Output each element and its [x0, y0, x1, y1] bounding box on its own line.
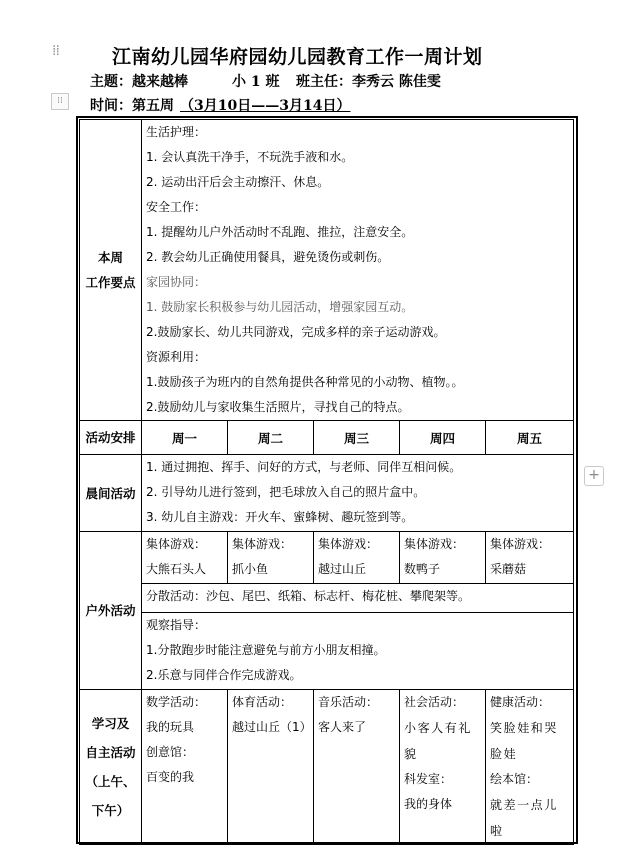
day-wednesday: 周三 [314, 421, 400, 455]
learning-row [80, 690, 574, 845]
activity-line: 就差一点儿啦 [490, 798, 559, 838]
theme-value: 越来越棒 [132, 74, 188, 90]
game-name: 越过山丘 [318, 562, 367, 576]
game-type: 集体游戏： [404, 537, 465, 551]
table-move-handle-icon[interactable]: ⁞⁞ [51, 93, 69, 110]
activity-line: 科发室： [404, 772, 453, 786]
game-name: 数鸭子 [404, 562, 441, 576]
game-type: 集体游戏： [490, 537, 551, 551]
activity-line: 创意馆： [146, 745, 195, 759]
outdoor-game-friday[interactable] [486, 532, 574, 584]
outdoor-game-tuesday[interactable] [228, 532, 314, 584]
activity-line: 社会活动： [404, 695, 465, 709]
observe-line: 观察指导： [146, 618, 207, 632]
learning-label-line: 自主活动 [85, 745, 136, 760]
outdoor-observe[interactable] [142, 613, 574, 690]
learning-thursday[interactable] [400, 690, 486, 845]
teacher-value: 李秀云 陈佳雯 [352, 74, 441, 90]
learning-monday[interactable] [142, 690, 228, 845]
date-range: （3月10日——3月14日） [180, 98, 351, 114]
game-name: 大熊石头人 [146, 562, 207, 576]
activity-line: 我的身体 [404, 797, 453, 811]
day-thursday: 周四 [400, 421, 486, 455]
teacher-label: 班主任： [296, 74, 352, 90]
outdoor-label: 户外活动 [80, 532, 142, 690]
class-name: 小 1 班 [232, 74, 280, 90]
morning-line: 3. 幼儿自主游戏：开火车、蜜蜂树、趣玩签到等。 [146, 510, 414, 524]
outdoor-observe-row [80, 613, 574, 690]
game-name: 抓小鱼 [232, 562, 269, 576]
time-label: 时间： [90, 98, 132, 114]
theme-line [90, 71, 441, 91]
morning-label: 晨间活动 [80, 455, 142, 532]
key-point-line: 2. 教会幼儿正确使用餐具，避免烫伤或刺伤。 [146, 250, 390, 264]
activity-line: 音乐活动： [318, 695, 379, 709]
morning-line: 1. 通过拥抱、挥手、问好的方式，与老师、同伴互相问候。 [146, 460, 462, 474]
key-point-line: 1. 提醒幼儿户外活动时不乱跑、推拉，注意安全。 [146, 225, 414, 239]
activity-line: 小客人有礼貌 [404, 721, 473, 761]
key-point-line: 资源利用： [146, 350, 207, 364]
observe-line: 2.乐意与同伴合作完成游戏。 [146, 668, 302, 682]
key-point-line: 生活护理： [146, 125, 207, 139]
activity-line: 健康活动： [490, 695, 551, 709]
activity-line: 体育活动： [232, 695, 293, 709]
outdoor-game-wednesday[interactable] [314, 532, 400, 584]
week-value: 第五周 [132, 98, 174, 114]
activity-line: 我的玩具 [146, 720, 195, 734]
key-points-row [80, 120, 574, 421]
learning-label-line: 下午） [91, 803, 130, 818]
key-point-line: 2.鼓励家长、幼儿共同游戏，完成多样的亲子运动游戏。 [146, 325, 446, 339]
outdoor-group-row [80, 532, 574, 584]
schedule-label: 活动安排 [80, 421, 142, 455]
game-type: 集体游戏： [318, 537, 379, 551]
page-title: 江南幼儿园华府园幼儿园教育工作一周计划 [112, 46, 483, 68]
key-point-line: 2. 运动出汗后会主动擦汗、休息。 [146, 175, 330, 189]
outdoor-game-thursday[interactable] [400, 532, 486, 584]
game-name: 采蘑菇 [490, 562, 527, 576]
activity-line: 数学活动： [146, 695, 207, 709]
activity-line: 百变的我 [146, 770, 195, 784]
key-points-label [80, 120, 142, 421]
key-point-line: 安全工作： [146, 200, 207, 214]
day-friday: 周五 [486, 421, 574, 455]
day-tuesday: 周二 [228, 421, 314, 455]
key-point-line: 1.鼓励孩子为班内的自然角提供各种常见的小动物、植物。。 [146, 375, 464, 389]
observe-line: 1.分散跑步时能注意避免与前方小朋友相撞。 [146, 643, 386, 657]
activity-line: 越过山丘（1） [232, 720, 312, 734]
outdoor-scatter-row [80, 584, 574, 613]
theme-label: 主题： [90, 74, 132, 90]
activity-line: 笑脸娃和哭脸娃 [490, 721, 559, 761]
key-points-label-line2: 工作要点 [85, 275, 136, 290]
schedule-header-row [80, 421, 574, 455]
learning-label-line: 学习及 [91, 716, 130, 731]
learning-friday[interactable] [486, 690, 574, 845]
key-point-line: 1. 鼓励家长积极参与幼儿园活动，增强家园互动。 [146, 300, 414, 314]
add-row-button[interactable]: + [584, 466, 604, 486]
morning-line: 2. 引导幼儿进行签到，把毛球放入自己的照片盒中。 [146, 485, 426, 499]
learning-wednesday[interactable] [314, 690, 400, 845]
time-line [90, 95, 350, 115]
activity-line: 绘本馆： [490, 772, 539, 786]
game-type: 集体游戏： [146, 537, 207, 551]
key-point-line: 1. 会认真洗干净手，不玩洗手液和水。 [146, 150, 354, 164]
day-monday: 周一 [142, 421, 228, 455]
morning-content[interactable] [142, 455, 574, 532]
morning-row [80, 455, 574, 532]
learning-tuesday[interactable] [228, 690, 314, 845]
outdoor-scatter[interactable] [142, 584, 574, 613]
game-type: 集体游戏： [232, 537, 293, 551]
key-points-label-line1: 本周 [97, 250, 123, 265]
learning-label [80, 690, 142, 845]
key-point-line: 2.鼓励幼儿与家收集生活照片，寻找自己的特点。 [146, 400, 410, 414]
learning-label-line: （上午、 [85, 774, 136, 789]
weekly-plan-table [79, 119, 574, 845]
key-point-line: 家园协同： [146, 275, 207, 289]
scatter-text: 分散活动：沙包、尾巴、纸箱、标志杆、梅花桩、攀爬架等。 [146, 589, 471, 603]
drag-handle-icon[interactable]: ⁞⁞ [52, 43, 59, 59]
activity-line: 客人来了 [318, 720, 367, 734]
outdoor-game-monday[interactable] [142, 532, 228, 584]
key-points-content[interactable] [142, 120, 574, 421]
